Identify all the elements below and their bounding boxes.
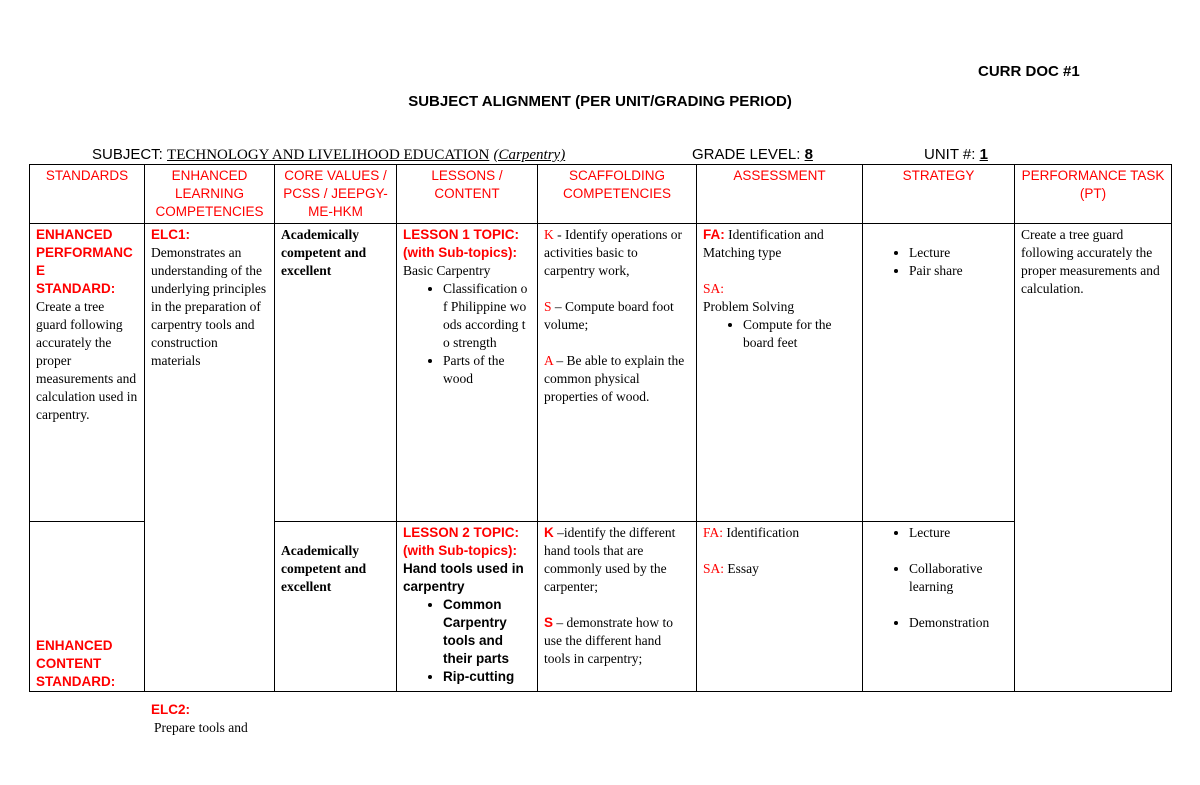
standard-label: ENHANCED (36, 227, 113, 242)
alignment-table (29, 164, 1172, 735)
strategy-list (869, 524, 1008, 632)
unit-value: 1 (979, 146, 988, 163)
scaffold-text: – demonstrate how to use the different hand tools in carpentry; (544, 615, 673, 666)
list-item: • Lecture (909, 244, 1008, 262)
scaffold-letter: K (544, 227, 554, 242)
header-scaffolding: SCAFFOLDING COMPETENCIES (538, 165, 697, 224)
sa-text: Essay (724, 561, 759, 576)
sa-label: SA: (703, 561, 725, 576)
scaffold-a (544, 352, 690, 406)
strategy-cell (863, 522, 1015, 692)
scaffold-letter: A (544, 353, 554, 368)
fa-line (703, 524, 856, 542)
lessons-cell (397, 224, 538, 522)
core-values-cell: Academically competent and excellent (275, 224, 397, 522)
standard-label: STANDARD: (36, 674, 116, 689)
scaffold-letter: S (544, 615, 554, 630)
performance-task-cell: Create a tree guard following accurately the proper measurements and calculation. (1015, 224, 1172, 692)
scaffold-text: –identify the different hand tools that are commonly used by the carpenter; (544, 525, 676, 594)
header-core-values: CORE VALUES / PCSS / JEEPGY-ME-HKM (275, 165, 397, 224)
lesson-label: (with Sub-topics): (403, 543, 517, 558)
grade-label: GRADE LEVEL: (692, 146, 801, 163)
sa-list (703, 316, 856, 352)
document-title: SUBJECT ALIGNMENT (PER UNIT/GRADING PERIOD) (408, 93, 792, 110)
elc2-label: ELC2: (151, 702, 191, 717)
lesson-list (403, 280, 531, 388)
scaffold-text: – Be able to explain the common physical properties of wood. (544, 353, 685, 404)
list-item: • Parts of the wood (443, 352, 531, 388)
scaffold-k (544, 524, 690, 596)
standards-cell (30, 522, 145, 692)
core-values-text: Academically competent and excellent (281, 543, 367, 594)
fa-text: Identification (723, 525, 800, 540)
unit-label: UNIT #: (924, 146, 976, 163)
elc1-label: ELC1: (151, 227, 191, 242)
grade-value: 8 (804, 146, 813, 163)
lesson-topic: Hand tools used in carpentry (403, 561, 524, 594)
fa-label: FA: (703, 227, 725, 242)
list-item: • Compute for the board feet (743, 316, 856, 352)
elc1-text: Demonstrates an understanding of the underlying principles in the preparation of carpentry tools and construction materials (151, 245, 267, 368)
assessment-cell (697, 224, 863, 522)
elc-cell (145, 224, 275, 735)
grade-info (692, 146, 813, 163)
sa-text: Problem Solving (703, 299, 795, 314)
header-assessment: ASSESSMENT (697, 165, 863, 224)
list-item: • Collaborative learning (909, 560, 1008, 596)
subject-info (92, 146, 565, 164)
list-item: • Rip-cutting (443, 668, 531, 686)
assessment-cell (697, 522, 863, 692)
lesson-topic: Basic Carpentry (403, 263, 491, 278)
strategy-list (869, 244, 1008, 280)
lesson-label: (with Sub-topics): (403, 245, 517, 260)
standard-label: E (36, 263, 46, 278)
standard-label: STANDARD: (36, 281, 116, 296)
scaffold-k (544, 226, 690, 280)
unit-info (924, 146, 988, 163)
subject-value: TECHNOLOGY AND LIVELIHOOD EDUCATION (167, 147, 490, 163)
fa-text: Identification and Matching type (703, 227, 824, 260)
header-standards: STANDARDS (30, 165, 145, 224)
subject-label: SUBJECT: (92, 146, 163, 163)
standard-label: CONTENT (36, 656, 102, 671)
scaffold-s (544, 298, 690, 334)
standards-cell (30, 224, 145, 522)
scaffold-letter: S (544, 299, 552, 314)
list-item: • Classification of Philippine woods according to strength (443, 280, 531, 352)
lesson-list (403, 596, 531, 686)
list-item: • Demonstration (909, 614, 1008, 632)
scaffold-text: - Identify operations or activities basic to carpentry work, (544, 227, 682, 278)
scaffold-s (544, 614, 690, 668)
standard-label: ENHANCED (36, 638, 113, 653)
fa-label: FA: (703, 525, 724, 540)
scaffold-text: – Compute board foot volume; (544, 299, 674, 332)
sa-line (703, 560, 856, 578)
scaffolding-cell (538, 522, 697, 692)
subject-paren: (Carpentry) (493, 147, 566, 163)
header-lessons: LESSONS / CONTENT (397, 165, 538, 224)
header-performance-task: PERFORMANCE TASK (PT) (1015, 165, 1172, 224)
fa-line (703, 226, 856, 262)
header-strategy: STRATEGY (863, 165, 1015, 224)
scaffold-letter: K (544, 525, 554, 540)
strategy-cell (863, 224, 1015, 522)
sa-label: SA: (703, 281, 725, 296)
header-row (30, 165, 1172, 224)
list-item: • Common Carpentry tools and their parts (443, 596, 531, 668)
table-row (30, 224, 1172, 522)
standard-text: Create a tree guard following accurately the proper measurements and calculation used in carpentry. (36, 299, 138, 422)
lesson-label: LESSON 2 TOPIC: (403, 525, 520, 540)
list-item: • Pair share (909, 262, 1008, 280)
document-number: CURR DOC #1 (978, 63, 1080, 80)
standard-label: PERFORMANC (36, 245, 133, 260)
list-item: • Lecture (909, 524, 1008, 542)
lesson-label: LESSON 1 TOPIC: (403, 227, 520, 242)
elc2-text: Prepare tools and (154, 720, 248, 735)
lessons-cell (397, 522, 538, 692)
scaffolding-cell (538, 224, 697, 522)
core-values-cell (275, 522, 397, 692)
header-elc: ENHANCED LEARNING COMPETENCIES (145, 165, 275, 224)
